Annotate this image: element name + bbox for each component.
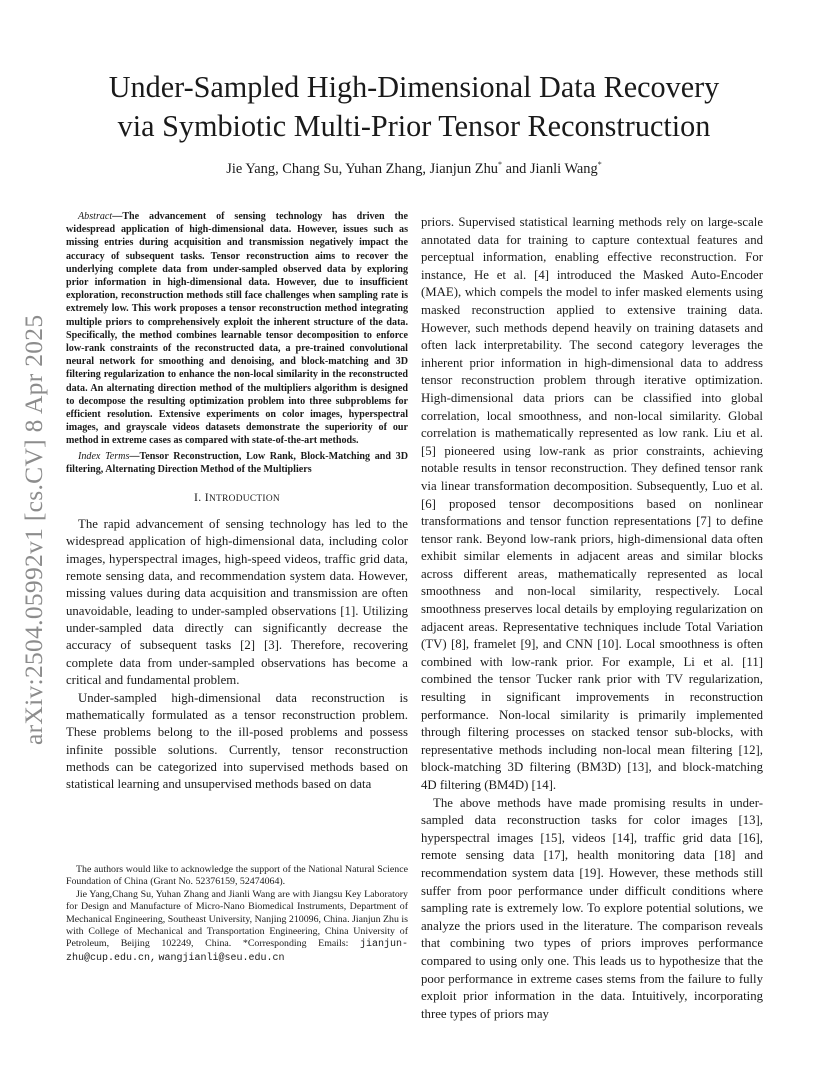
corresponding-mark-2: *: [597, 160, 602, 169]
right-column: [421, 214, 763, 1023]
left-column: [66, 210, 408, 794]
footnote-funding: The authors would like to acknowledge the support of the National Natural Science Foundation of China (Grant No. 52376159, 52474064).: [66, 864, 408, 888]
title-line-2: via Symbiotic Multi-Prior Tensor Reconstruction: [117, 109, 711, 143]
footnote-email-2[interactable]: wangjianli@seu.edu.cn: [158, 952, 285, 964]
footnote: [66, 864, 408, 965]
title-line-1: Under-Sampled High-Dimensional Data Recovery: [108, 70, 720, 104]
index-terms-label: Index Terms: [78, 450, 130, 462]
authors-last: and Jianli Wang: [501, 160, 598, 177]
author-list: [60, 160, 768, 178]
section-title-rest: NTRODUCTION: [208, 494, 280, 505]
arxiv-identifier-text: arXiv:2504.05992v1 [cs.CV] 8 Apr 2025: [19, 314, 48, 746]
abstract-body: —The advancement of sensing technology has driven the widespread application of high-dimensional data. However, issues such as missing entries during acquisition and transmission negatively impact the accuracy of subsequent tasks. Tensor reconstruction aims to recover the underlying complete data from under-sampled observed data by exploring prior information in high-dimensional data. However, due to insufficient exploration, reconstruction methods still face challenges when sampling rate is extremely low. This work proposes a tensor reconstruction method integrating multiple priors to comprehensively exploit the inherent structure of the data. Specifically, the method combines learnable tensor decomposition to enforce low-rank constraints of the reconstructed data, a pre-trained convolutional neural network for smoothing and denoising, and block-matching and 3D filtering regularization to enhance the non-local similarity in the reconstructed data. An alternating direction method of the multipliers algorithm is designed to decompose the resulting optimization problem into three subproblems for efficient resolution. Extensive experiments on color images, hyperspectral images, and grayscale videos datasets demonstrate the superiority of our method in extreme cases as compared with state-of-the-art methods.: [66, 211, 408, 447]
section-title-initial: I: [204, 490, 209, 505]
intro-paragraph-1: The rapid advancement of sensing technology has led to the widespread application of high-dimensional data, including color images, hyperspectral images, high-speed videos, traffic grid data, remote sensing data, and recommendation system data. However, missing values during data acquisition and transmission are often unavoidable, leading to under-sampled observations [1]. Utilizing under-sampled data directly can significantly decrease the accuracy of subsequent tasks [2] [3]. Therefore, recovering complete data from under-sampled observations has become a critical and fundamental problem.: [66, 517, 408, 688]
section-heading: [66, 488, 408, 508]
index-terms-body: —Tensor Reconstruction, Low Rank, Block-Matching and 3D filtering, Alternating Direction Method of the Multipliers: [66, 450, 408, 475]
intro-paragraph-2: Under-sampled high-dimensional data reconstruction is mathematically formulated as a tensor reconstruction problem. These problems belong to the ill-posed problems and possess infinite possible solutions. Currently, tensor reconstruction methods can be categorized into supervised methods based on statistical learning and unsupervised methods based on data: [66, 690, 408, 792]
footnote-email-1[interactable]: jianjun-zhu@cup.edu.cn,: [66, 939, 408, 964]
section-number: I.: [194, 490, 205, 505]
abstract: [66, 210, 408, 448]
paper-title: [60, 68, 768, 146]
abstract-label: Abstract: [78, 211, 113, 222]
right-paragraph-1: priors. Supervised statistical learning methods rely on large-scale annotated data for training to capture contextual features and perceptual information, enabling effective reconstruction. For instance, He et al. [4] introduced the Masked Auto-Encoder (MAE), which compels the model to infer masked elements using masked reconstruction applied to extensive training data. However, such methods depend heavily on training datasets and often lack interpretability. The second category leverages the inherent prior information in high-dimensional data to address tensor reconstruction problem through iterative optimization. High-dimensional data priors can be classified into global correlation, local smoothness, and non-local similarity. Global correlation is mathematically represented as low rank. Liu et al. [5] pioneered using low-rank as prior constraints, achieving notable results in tensor reconstruction. They defined tensor rank via linear transformation decomposition. Subsequently, Luo et al. [6] proposed tensor decompositions based on nonlinear transformations and tensor function representations [7] to define tensor rank. Beyond low-rank priors, high-dimensional data often exhibit similar elements in adjacent areas and similar blocks across different areas, mathematically represented as local smoothness and non-local similarity, respectively. Local smoothness preserves local details by employing regularization on adjacent areas. Representative techniques include Total Variation (TV) [8], framelet [9], and CNN [10]. Local smoothness is often combined with low-rank prior. For example, Li et al. [11] combined the tensor Tucker rank prior with TV regularization, resulting in significant improvements in reconstruction performance. Non-local similarity is primarily implemented through filtering processes on stacked tensor sub-blocks, with representative methods including non-local mean filtering [12], block-matching 3D filtering (BM3D) [13], and block-matching 4D filtering (BM4D) [14].: [421, 215, 763, 792]
index-terms: [66, 450, 408, 476]
authors-first: Jie Yang, Chang Su, Yuhan Zhang, Jianjun Zhu: [226, 160, 498, 177]
footnote-affiliations: [66, 889, 408, 965]
arxiv-identifier: [14, 290, 54, 770]
right-paragraph-2: The above methods have made promising results in under-sampled data reconstruction tasks for color images [13], hyperspectral images [15], videos [14], traffic grid data [16], remote sensing data [17], health monitoring data [18] and recommendation system data [19]. However, these methods still suffer from poor performance under difficult conditions where sampling rate is extremely low. To explore potential solutions, we analyze the priors used in the literature. The comparison reveals that combining two types of priors improves performance compared to using only one. This leads us to hypothesize that the poor performance in extreme cases stems from the failure to fully exploit prior information in the data. Intuitively, incorporating three types of priors may: [421, 795, 763, 1021]
corresponding-mark-1: *: [497, 160, 502, 169]
footnote-affiliation-text: Jie Yang,Chang Su, Yuhan Zhang and Jianli Wang are with Jiangsu Key Laboratory for Design and Manufacture of Micro-Nano Biomedical Instruments, Department of Mechanical Engineering, Southeast University, Nanjing 210096, China. Jianjun Zhu is with College of Mechanical and Transportation Engineering, China University of Petroleum, Beijing 102249, China. *Corresponding Emails:: [66, 888, 408, 950]
